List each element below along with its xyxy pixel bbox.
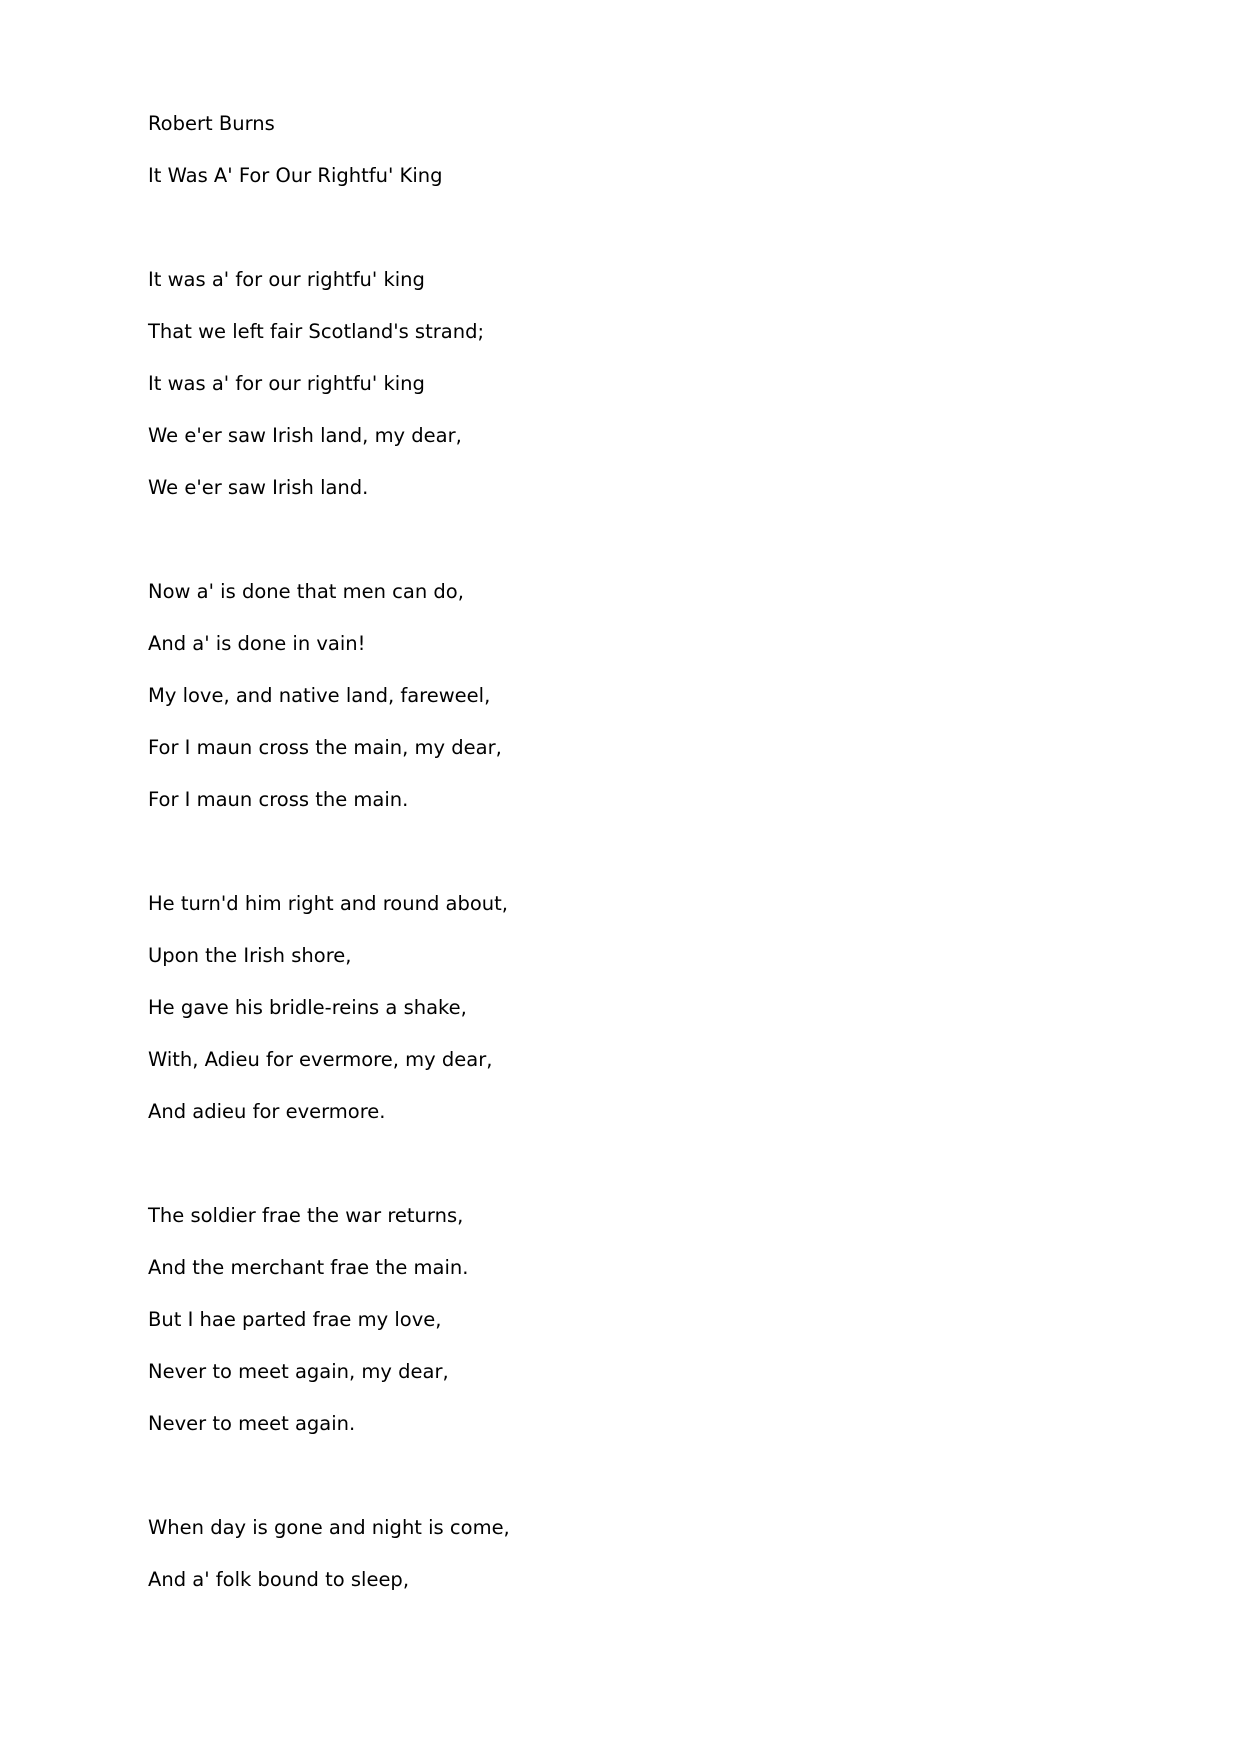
poem-line: We e'er saw Irish land. (148, 476, 369, 499)
poem-line: Upon the Irish shore, (148, 944, 352, 967)
poem-line: Now a' is done that men can do, (148, 580, 464, 603)
poem-line: We e'er saw Irish land, my dear, (148, 424, 462, 447)
poem-title: It Was A' For Our Rightfu' King (148, 164, 443, 187)
poem-line: Never to meet again. (148, 1412, 356, 1435)
poem-line: My love, and native land, fareweel, (148, 684, 491, 707)
poem-line: And the merchant frae the main. (148, 1256, 469, 1279)
poem-line: For I maun cross the main, my dear, (148, 736, 502, 759)
poem-line: When day is gone and night is come, (148, 1516, 510, 1539)
poem-line: And a' is done in vain! (148, 632, 366, 655)
poem-line: With, Adieu for evermore, my dear, (148, 1048, 493, 1071)
author-name: Robert Burns (148, 112, 275, 135)
poem-line: It was a' for our rightfu' king (148, 372, 425, 395)
poem-line: It was a' for our rightfu' king (148, 268, 425, 291)
poem-line: Never to meet again, my dear, (148, 1360, 449, 1383)
poem-line: And adieu for evermore. (148, 1100, 386, 1123)
poem-line: The soldier frae the war returns, (148, 1204, 464, 1227)
poem-line: He turn'd him right and round about, (148, 892, 508, 915)
poem-line: But I hae parted frae my love, (148, 1308, 442, 1331)
poem-line: For I maun cross the main. (148, 788, 409, 811)
poem-line: He gave his bridle-reins a shake, (148, 996, 467, 1019)
poem-line: That we left fair Scotland's strand; (148, 320, 485, 343)
poem-line: And a' folk bound to sleep, (148, 1568, 410, 1591)
